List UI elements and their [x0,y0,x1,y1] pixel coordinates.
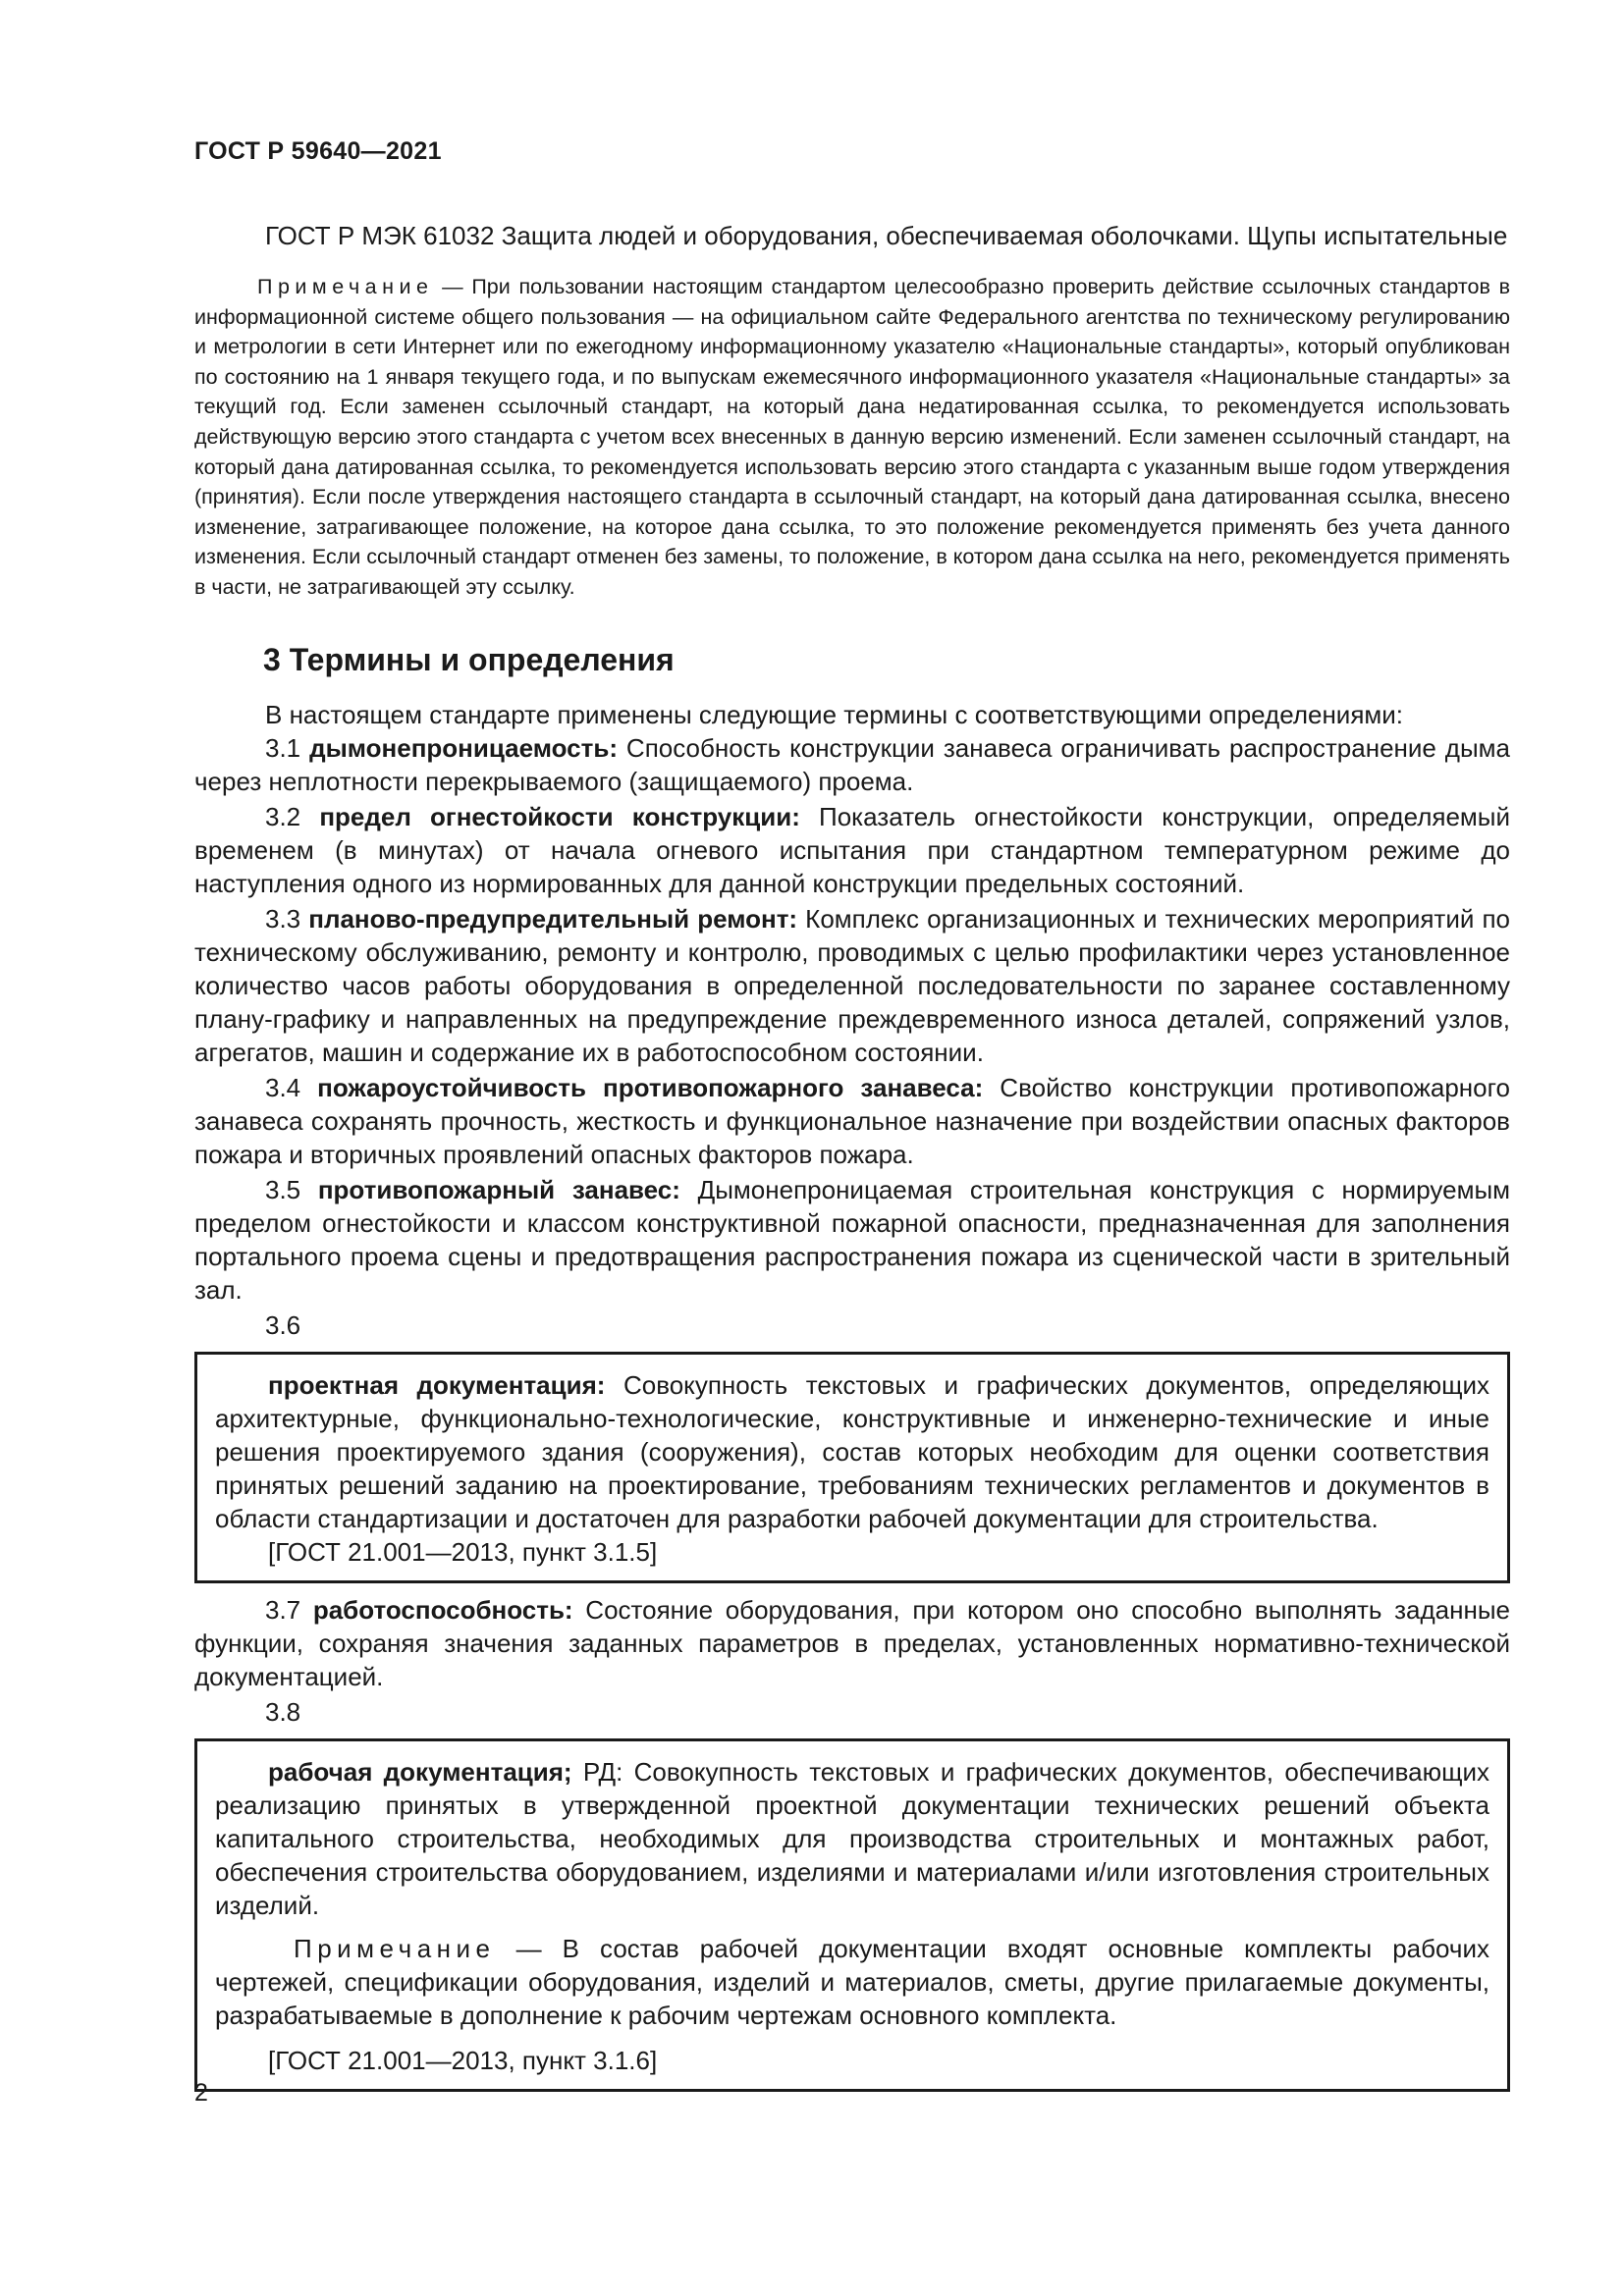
note-text: — В состав рабочей документации входят основные комплекты рабочих чертежей, спецификации оборудования, изделий и материалов, сметы, другие прилагаемые документы, разрабатываемые в дополнение к рабочим чертежам основного комплекта. [215,1933,1489,2030]
term-definition: Совокупность текстовых и графических документов, определяющих архитектурные, функционально-технологические, конструктивные и инженерно-технические и иные решения проектируемого здания (сооружения), состав которых необходим для оценки соответствия принятых решений заданию на проектирование, требованиям технических регламентов и документов в области стандартизации и достаточен для разработки рабочей документации для строительства. [215,1369,1489,1533]
document-page [194,137,1510,2102]
term-number: 3.7 [265,1594,313,1625]
term-entry [194,1173,1510,1307]
term-name: проектная документация: [268,1369,606,1400]
term-definition: Состояние оборудования, при котором оно способно выполнять заданные функции, сохраняя значения заданных параметров в пределах, установленных нормативно-технической документацией. [194,1594,1510,1691]
page-number: 2 [194,2079,208,2107]
term-name: дымонепроницаемость: [309,732,619,763]
term-definition: Способность конструкции занавеса ограничивать распространение дыма через неплотности перекрываемого (защищаемого) проема. [194,732,1510,796]
term-entry [194,902,1510,1069]
term-source: [ГОСТ 21.001—2013, пункт 3.1.5] [268,1536,658,1567]
term-entry [194,1071,1510,1171]
note-label: Примечание [257,275,434,298]
term-name: предел огнестойкости конструкции: [319,801,800,831]
quoted-term-box [194,1352,1510,1583]
term-number: 3.2 [265,801,320,831]
term-number: 3.8 [265,1696,301,1727]
term-number: 3.3 [265,903,309,934]
document-code-header: ГОСТ Р 59640—2021 [194,137,442,165]
quoted-term-definition [215,1755,1489,1922]
note-text: — При пользовании настоящим стандартом целесообразно проверить действие ссылочных стандартов в информационной системе общего пользования — на официальном сайте Федерального агентства по техническому регулированию и метрологии в сети Интернет или по ежегодному информационному указателю «Национальные стандарты», который опубликован по состоянию на 1 января текущего года, и по выпускам ежемесячного информационного указателя «Национальные стандарты» за текущий год. Если заменен ссылочный стандарт, на который дана недатированная ссылка, то рекомендуется использовать действующую версию этого стандарта с учетом всех внесенных в данную версию изменений. Если заменен ссылочный стандарт, на который дана датированная ссылка, то рекомендуется использовать версию этого стандарта с указанным выше годом утверждения (принятия). Если после утверждения настоящего стандарта в ссылочный стандарт, на который дана датированная ссылка, внесено изменение, затрагивающее положение, на которое дана ссылка, то это положение рекомендуется применять без учета данного изменения. Если ссылочный стандарт отменен без замены, то положение, в котором дана ссылка на него, рекомендуется применять в части, не затрагивающей эту ссылку. [194,275,1510,599]
term-definition: Свойство конструкции противопожарного занавеса сохранять прочность, жесткость и функциональное назначение при воздействии опасных факторов пожара и вторичных проявлений опасных факторов пожара. [194,1072,1510,1169]
term-definition: Показатель огнестойкости конструкции, определяемый временем (в минутах) от начала огневого испытания при стандартном температурном режиме до наступления одного из нормированных для данной конструкции предельных состояний. [194,801,1510,898]
section-intro: В настоящем стандарте применены следующие термины с соответствующими определениями: [265,699,1404,729]
term-number: 3.5 [265,1174,318,1204]
term-entry [194,731,1510,798]
term-name: планово-предупредительный ремонт: [308,903,798,934]
reference-note [194,272,1510,603]
term-name: работоспособность: [312,1594,573,1625]
quoted-term-box [194,1738,1510,2092]
term-number: 3.4 [265,1072,318,1102]
note-label: Примечание [294,1933,496,1963]
term-definition: Дымонепроницаемая строительная конструкция с нормируемым пределом огнестойкости и классом конструктивной пожарной опасности, предназначенная для заполнения портального проема сцены и предотвращения распространения пожара из сценической части в зрительный зал. [194,1174,1511,1305]
term-note [215,1932,1489,2032]
term-entry [194,800,1510,900]
section-title: 3 Термины и определения [263,641,675,677]
term-number: 3.1 [265,732,310,763]
term-source: [ГОСТ 21.001—2013, пункт 3.1.6] [268,2045,658,2075]
normative-reference: ГОСТ Р МЭК 61032 Защита людей и оборудования, обеспечиваемая оболочками. Щупы испытательные [265,221,1508,250]
term-name: рабочая документация; [268,1756,572,1787]
term-definition: РД: Совокупность текстовых и графических документов, обеспечивающих реализацию принятых в утвержденной проектной документации технических решений объекта капитального строительства, необходимых для производства строительных и монтажных работ, обеспечения строительства оборудованием, изделиями и материалами и/или изготовления строительных изделий. [215,1756,1489,1920]
term-entry [194,1593,1510,1693]
quoted-term-definition [215,1368,1489,1535]
term-number: 3.6 [265,1309,301,1340]
term-definition: Комплекс организационных и технических мероприятий по техническому обслуживанию, ремонту и контролю, проводимых с целью профилактики через установленное количество часов работы оборудования в определенной последовательности по заранее составленному плану-графику и направленных на предупреждение преждевременного износа деталей, сопряжений узлов, агрегатов, машин и содержание их в работоспособном состоянии. [194,903,1510,1067]
term-name: пожароустойчивость противопожарного занавеса: [317,1072,984,1102]
term-name: противопожарный занавес: [317,1174,680,1204]
